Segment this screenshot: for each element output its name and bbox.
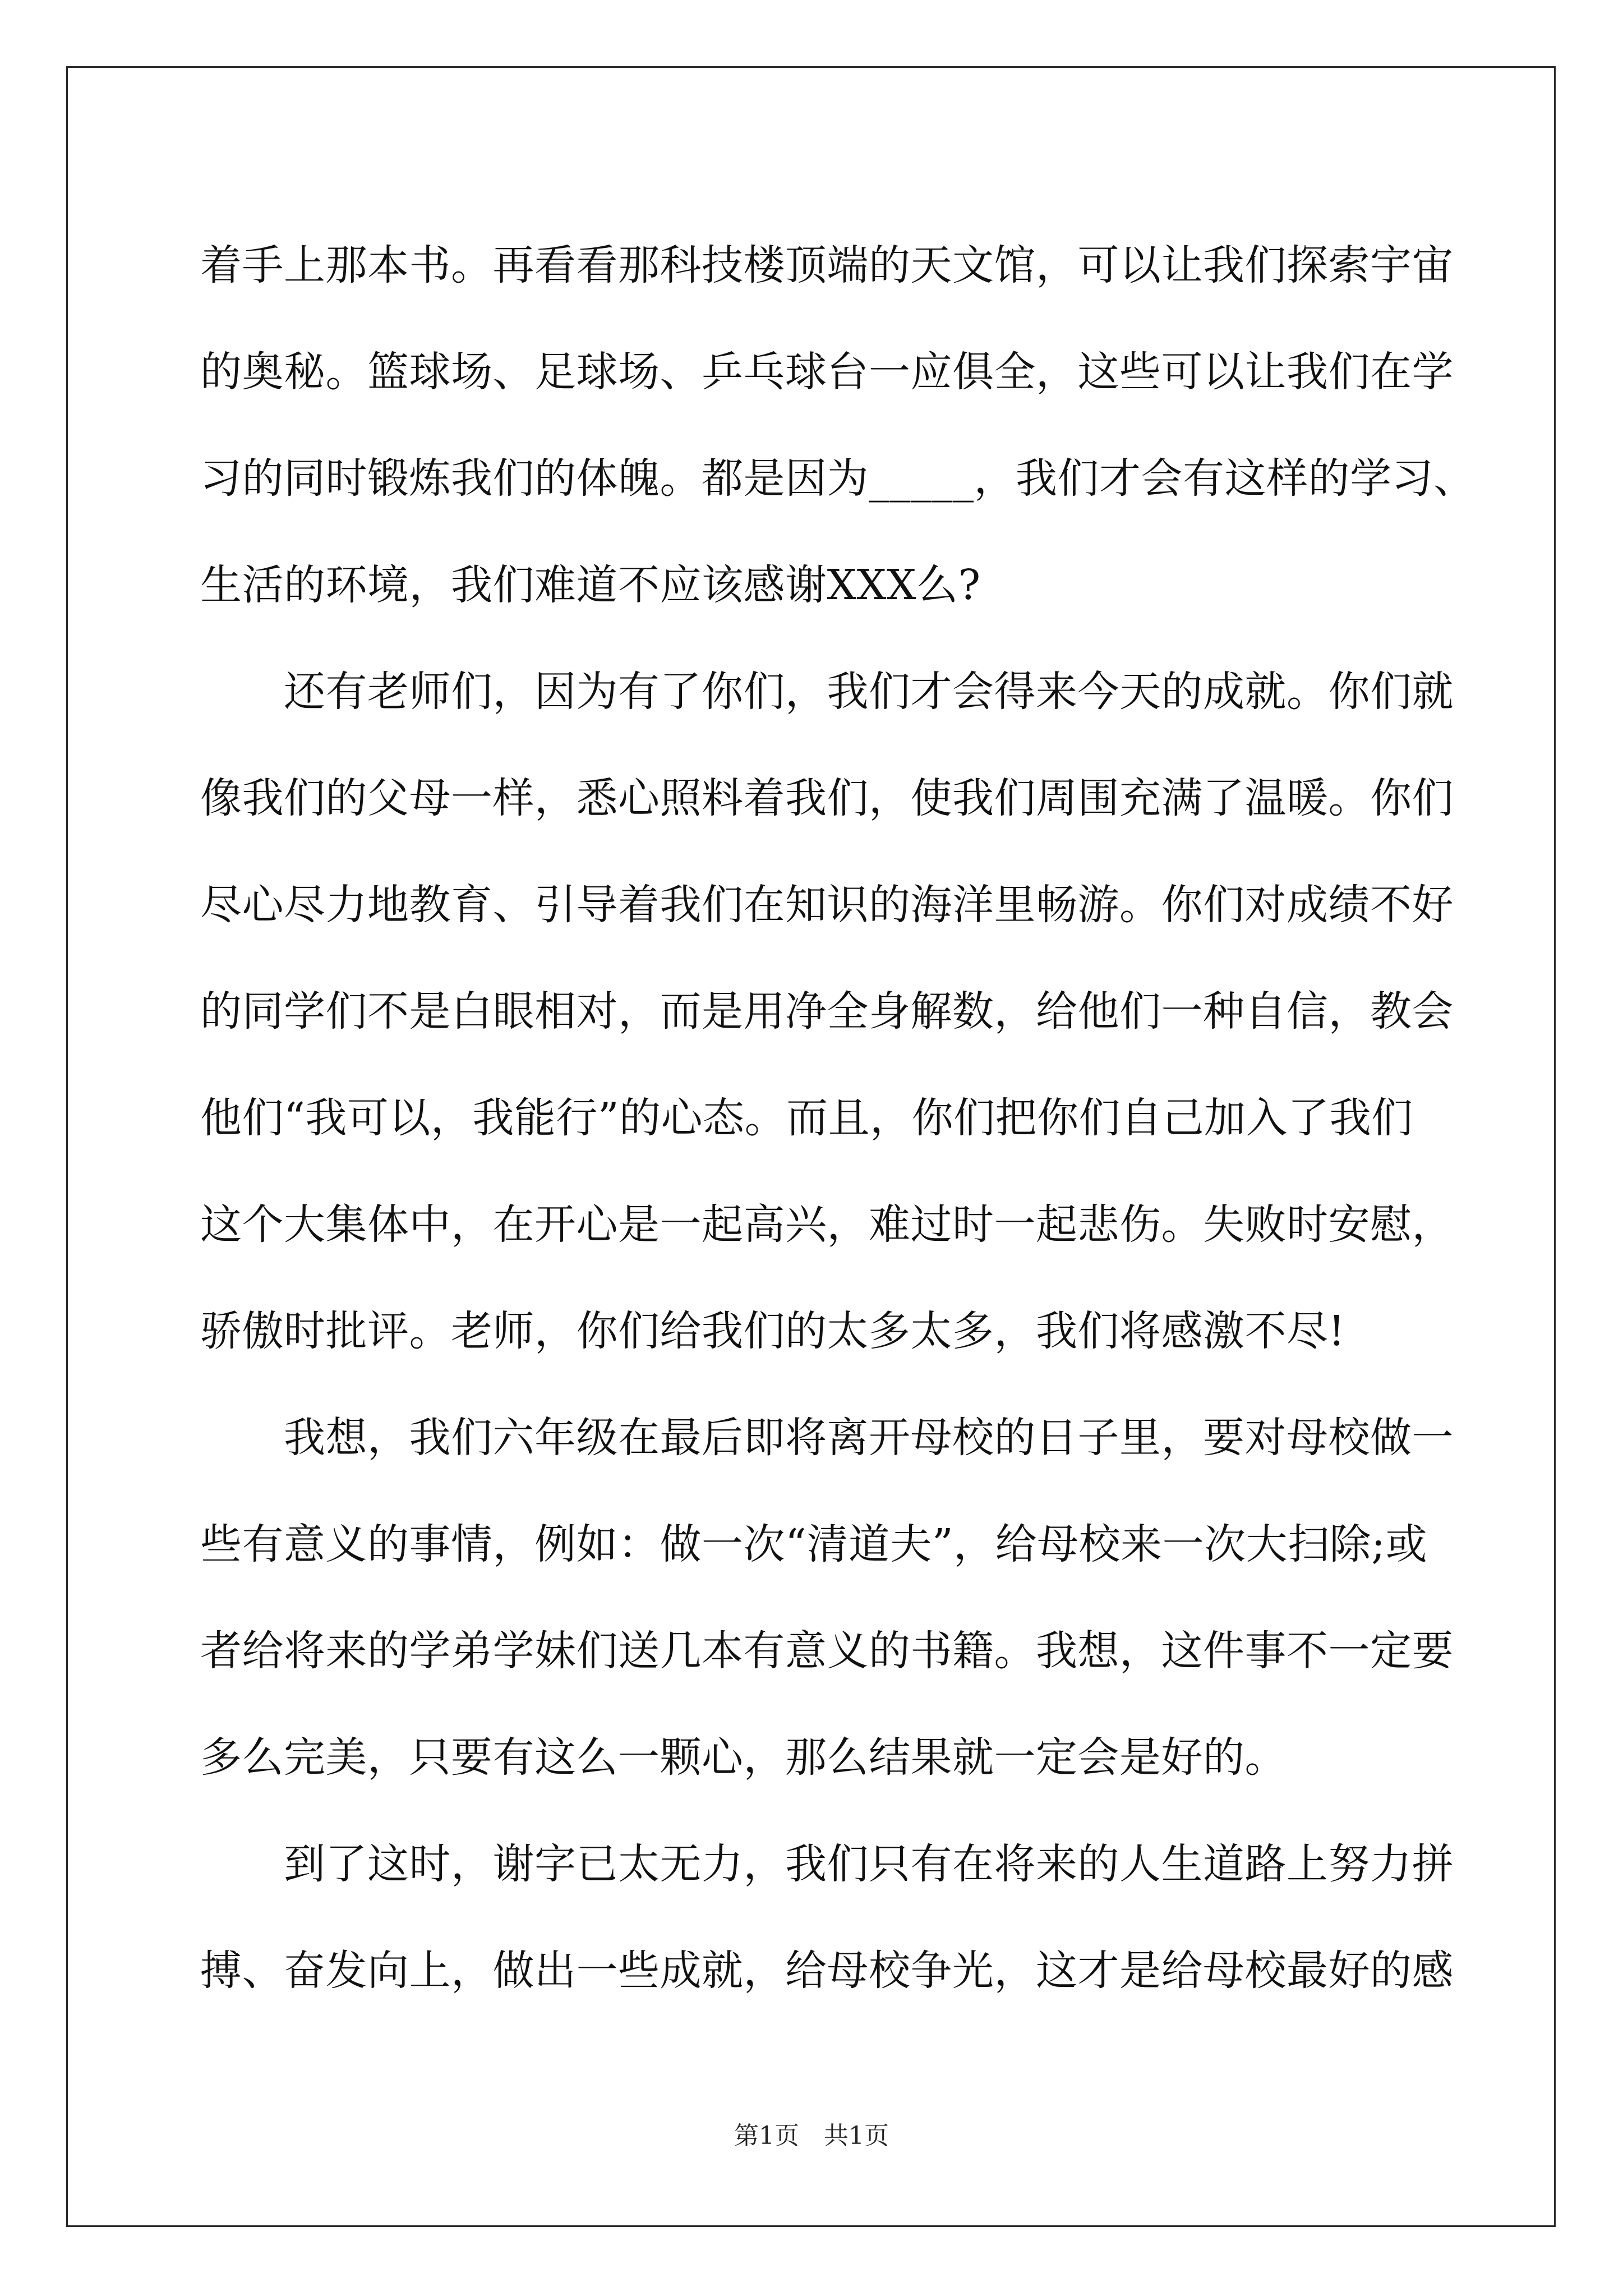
document-body <box>200 212 1476 2024</box>
text-line: 尽心尽力地教育、引导着我们在知识的海洋里畅游。你们对成绩不好 <box>200 881 1454 929</box>
text-line: 他们“我可以，我能行”的心态。而且，你们把你们自己加入了我们 <box>200 1094 1413 1142</box>
text-line: 些有意义的事情，例如：做一次“清道夫”，给母校来一次大扫除;或 <box>200 1520 1428 1568</box>
text-line: 者给将来的学弟学妹们送几本有意义的书籍。我想，这件事不一定要 <box>200 1627 1454 1675</box>
text-line: 到了这时，谢字已太无力，我们只有在将来的人生道路上努力拼 <box>200 1840 1454 1888</box>
text-line: 的同学们不是白眼相对，而是用净全身解数，给他们一种自信，教会 <box>200 987 1454 1036</box>
text-line: 这个大集体中，在开心是一起高兴，难过时一起悲伤。失败时安慰， <box>200 1200 1454 1249</box>
text-line: 着手上那本书。再看看那科技楼顶端的天文馆，可以让我们探索宇宙 <box>200 241 1454 289</box>
text-line: 像我们的父母一样，悉心照料着我们，使我们周围充满了温暖。你们 <box>200 774 1454 822</box>
text-line: 生活的环境，我们难道不应该感谢XXX么? <box>200 561 981 609</box>
text-line: 习的同时锻炼我们的体魄。都是因为_____，我们才会有这样的学习、 <box>200 454 1476 503</box>
text-line: 多么完美，只要有这么一颗心，那么结果就一定会是好的。 <box>200 1733 1287 1782</box>
text-line: 还有老师们，因为有了你们，我们才会得来今天的成就。你们就 <box>200 668 1454 716</box>
text-line: 骄傲时批评。老师，你们给我们的太多太多，我们将感激不尽! <box>200 1307 1345 1355</box>
text-line: 的奥秘。篮球场、足球场、乒乓球台一应俱全，这些可以让我们在学 <box>200 348 1454 396</box>
text-line: 我想，我们六年级在最后即将离开母校的日子里，要对母校做一 <box>200 1414 1454 1462</box>
page-number-footer: 第1页 共1页 <box>734 2122 889 2150</box>
text-line: 搏、奋发向上，做出一些成就，给母校争光，这才是给母校最好的感 <box>200 1947 1454 1995</box>
